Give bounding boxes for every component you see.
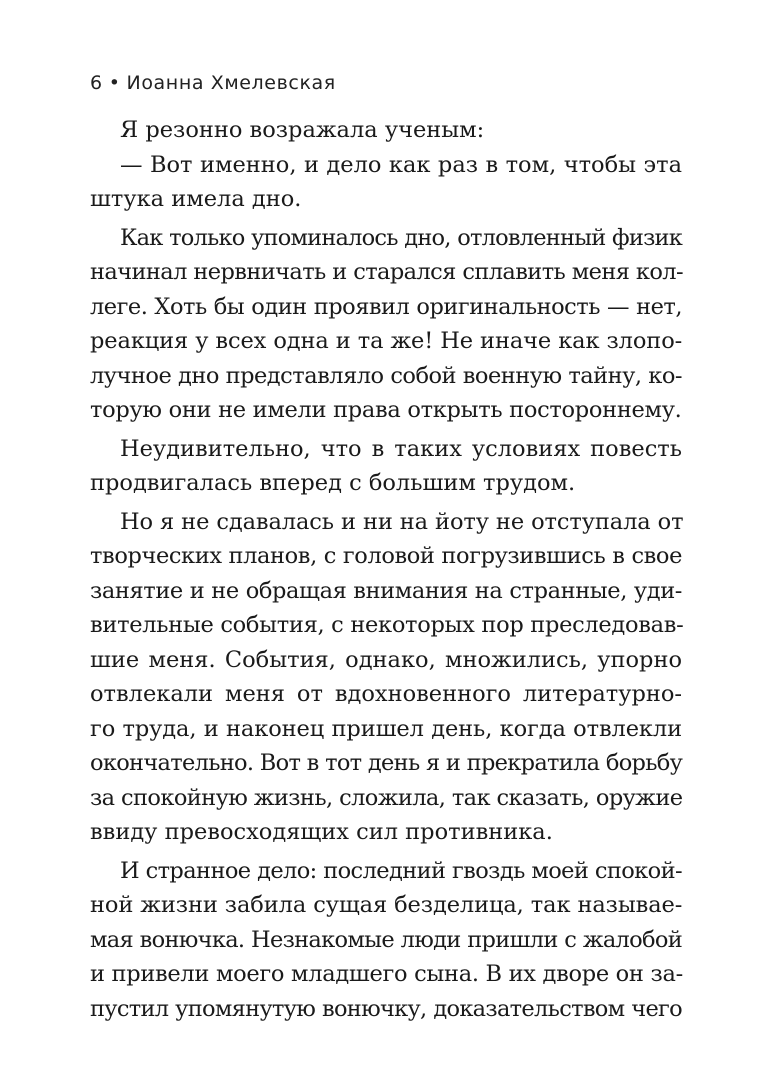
running-header <box>90 72 336 94</box>
text-line: Неудивительно, что в таких условиях повесть <box>120 435 682 462</box>
paragraph <box>90 505 682 850</box>
page-number: 6 <box>90 72 103 94</box>
text-line: лучное дно представляло собой военную тайну, ко- <box>90 362 682 389</box>
text-line: шие меня. События, однако, множились, упорно <box>90 646 682 673</box>
text-line: Как только упоминалось дно, отловленный физик <box>120 224 682 251</box>
text-line: за спокойную жизнь, сложила, так сказать, оружие <box>90 784 683 811</box>
page-body <box>90 113 682 1026</box>
text-line: — Вот именно, и дело как раз в том, чтобы эта <box>120 151 682 178</box>
text-line: начинал нервничать и старался сплавить меня кол- <box>90 259 684 285</box>
header-separator: • <box>108 72 121 94</box>
text-line: окончательно. Вот в тот день я и прекратила борьбу <box>90 750 683 776</box>
text-line: вительные события, с некоторых пор преследовав- <box>90 612 684 638</box>
paragraph <box>90 221 682 428</box>
text-line: ной жизни забила сущая безделица, так называе- <box>90 892 683 918</box>
text-line: леге. Хоть бы один проявил оригинальность — нет, <box>90 293 682 320</box>
paragraph <box>90 148 682 217</box>
text-line: продвигалась вперед с большим трудом. <box>90 470 576 496</box>
text-line: занятие и не обращая внимания на странные, уди- <box>90 577 682 604</box>
text-line: торую они не имели права открыть постороннему. <box>90 397 682 423</box>
text-line: творческих планов, с головой погрузившись в свое <box>90 543 682 569</box>
text-line: отвлекали меня от вдохновенного литературно- <box>90 681 682 707</box>
text-line: пустил упомянутую вонючку, доказательством чего <box>90 995 682 1022</box>
text-line: штука имела дно. <box>90 186 302 212</box>
text-line: мая вонючка. Незнакомые люди пришли с жалобой <box>90 926 682 953</box>
text-line: реакция у всех одна и та же! Не иначе как злопо- <box>90 328 683 354</box>
text-line: Но я не сдавалась и ни на йоту не отступала от <box>120 508 684 535</box>
text-line: И странное дело: последний гвоздь моей спокой- <box>120 857 682 884</box>
author-name: Иоанна Хмелевская <box>126 72 336 94</box>
text-line: ввиду превосходящих сил противника. <box>90 819 553 845</box>
paragraph <box>90 854 682 1027</box>
text-line: го труда, и наконец пришел день, когда отвлекли <box>90 715 682 742</box>
text-line: и привели моего младшего сына. В их дворе он за- <box>90 961 683 987</box>
paragraph <box>90 113 682 148</box>
text-line: Я резонно возражала ученым: <box>120 117 485 143</box>
paragraph <box>90 432 682 501</box>
